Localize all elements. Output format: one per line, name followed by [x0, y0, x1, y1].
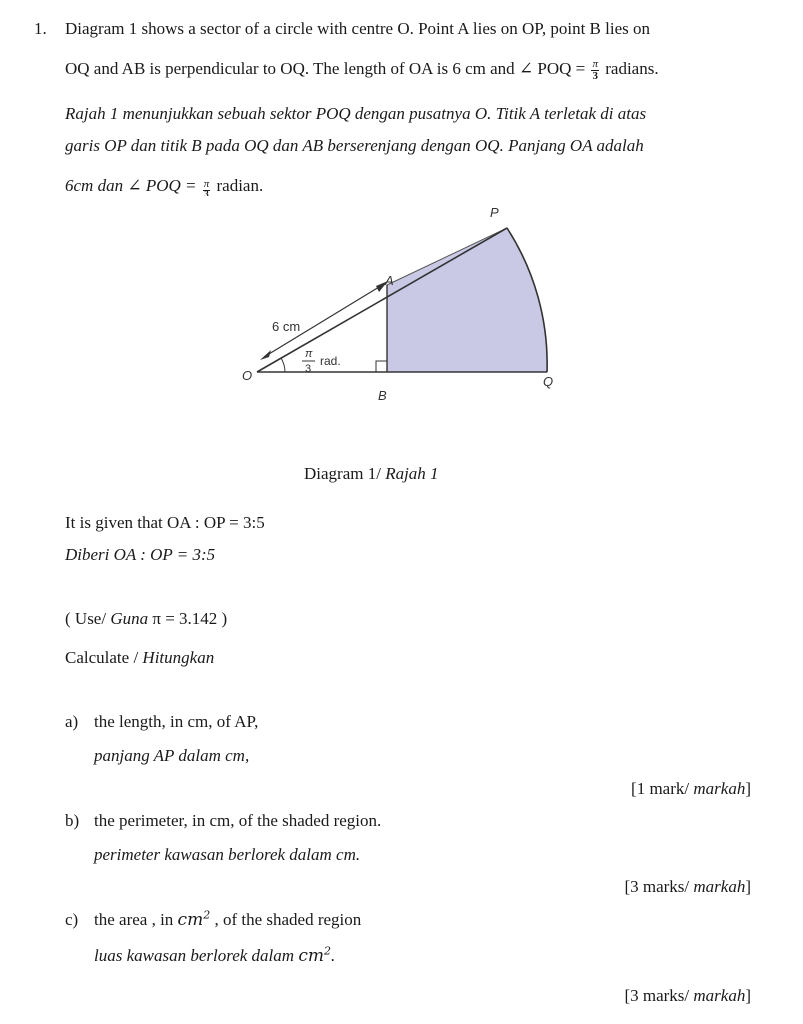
part-c-en-post: , of the shaded region	[214, 910, 362, 929]
given-ms: Diberi OA : OP = 3:5	[65, 545, 216, 564]
question-number: 1.	[34, 19, 47, 38]
use-pi-post: )	[221, 609, 228, 628]
question-text-en-line1: Diagram 1 shows a sector of a circle with centre O. Point A lies on OP, point B lies on	[65, 19, 650, 38]
part-b-marks-post: ]	[745, 877, 751, 896]
label-o: O	[242, 368, 253, 383]
part-a-marks	[631, 778, 751, 800]
part-c-en	[94, 909, 361, 931]
part-c-marks-word: markah	[693, 986, 746, 1005]
question-text-en-line2-pre: OQ and AB is perpendicular to OQ. The length of OA is 6 cm and ∠ POQ =	[65, 59, 586, 78]
use-pi-pre: ( Use/	[65, 609, 107, 628]
part-a-label: a)	[65, 712, 79, 731]
use-pi-value: π = 3.142	[152, 609, 218, 628]
angle-fraction-ms	[203, 179, 211, 196]
label-b: B	[378, 388, 387, 403]
part-a-marks-word: markah	[693, 779, 746, 798]
diagram-caption	[304, 463, 439, 485]
question-text-ms-line3	[65, 175, 263, 197]
fraction-numerator: π	[592, 57, 598, 70]
given-en: It is given that OA : OP = 3:5	[65, 513, 265, 532]
question-text-ms-line2: garis OP dan titik B pada OQ dan AB berserenjang dengan OQ. Panjang OA adalah	[65, 136, 644, 155]
length-label: 6 cm	[272, 319, 301, 334]
part-c-unit-base: cm	[177, 910, 204, 930]
part-c-marks-post: ]	[745, 986, 751, 1005]
part-a-marks-post: ]	[745, 779, 751, 798]
angle-label-num: π	[305, 348, 313, 360]
question-text-en-line2	[65, 58, 659, 82]
calculate-instruction	[65, 647, 214, 669]
part-b-marks	[624, 876, 751, 898]
part-b-label: b)	[65, 811, 80, 830]
calculate-ms: Hitungkan	[142, 648, 215, 667]
fraction-denominator-ms: 3	[204, 190, 209, 196]
part-b-ms: perimeter kawasan berlorek dalam cm.	[94, 845, 361, 864]
angle-unit: rad.	[320, 354, 341, 368]
question-text-ms-line1: Rajah 1 menunjukkan sebuah sektor POQ dengan pusatnya O. Titik A terletak di atas	[65, 104, 647, 123]
question-text-ms-line3-pre: 6cm dan ∠ POQ =	[65, 176, 197, 195]
part-b-marks-pre: [3 marks/	[624, 877, 690, 896]
question-text-ms-line3-post: radian.	[216, 176, 264, 195]
part-c-ms	[94, 945, 335, 967]
caption-en: Diagram 1/	[304, 464, 381, 483]
angle-arc	[281, 358, 285, 372]
part-b-en: the perimeter, in cm, of the shaded region.	[94, 811, 382, 830]
part-b-marks-word: markah	[693, 877, 746, 896]
fraction-denominator: 3	[592, 69, 598, 82]
angle-fraction	[591, 59, 599, 82]
part-c-unit-exp: 2	[203, 908, 211, 922]
part-c-ms-unit-base: cm	[298, 946, 324, 966]
fraction-numerator-ms: π	[203, 177, 210, 190]
label-q: Q	[543, 374, 554, 389]
part-c-label: c)	[65, 910, 79, 929]
part-c-marks-pre: [3 marks/	[624, 986, 690, 1005]
question-text-en-line2-post: radians.	[605, 59, 659, 78]
label-p: P	[490, 205, 499, 220]
use-pi-guna: Guna	[110, 609, 149, 628]
part-c-en-pre: the area , in	[94, 910, 174, 929]
calculate-en: Calculate /	[65, 648, 139, 667]
part-a-ms: panjang AP dalam cm,	[94, 746, 250, 765]
part-c-ms-unit	[298, 946, 331, 966]
part-c-ms-pre: luas kawasan berlorek dalam	[94, 946, 295, 965]
part-a-marks-pre: [1 mark/	[631, 779, 690, 798]
part-c-unit	[178, 910, 211, 930]
dimension-arrowhead-o	[260, 350, 271, 360]
part-c-ms-post: .	[330, 946, 336, 965]
part-a-en: the length, in cm, of AP,	[94, 712, 259, 731]
part-c-ms-unit-exp: 2	[323, 944, 331, 958]
angle-label-den: 3	[305, 363, 312, 375]
caption-ms: Rajah 1	[385, 464, 439, 483]
part-c-marks	[624, 985, 751, 1007]
label-a: A	[385, 273, 394, 288]
sector-diagram	[220, 200, 580, 410]
shaded-region	[387, 228, 547, 372]
right-angle-marker	[376, 361, 387, 372]
use-pi-note	[65, 608, 227, 630]
